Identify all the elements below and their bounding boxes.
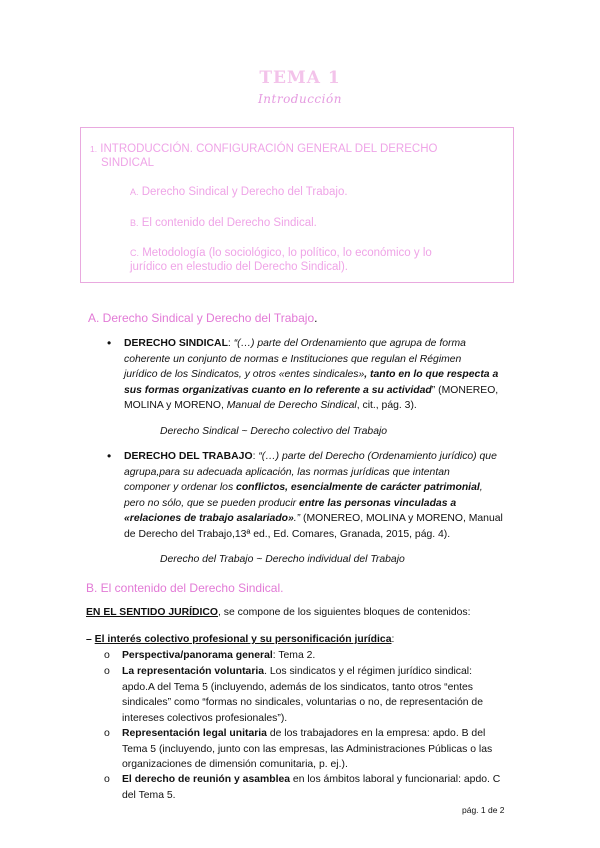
toc-item-b-letter: B. — [130, 218, 139, 228]
quote-line: coherente un conjunto de normas e Instituciones que regulan el Régimen — [124, 353, 462, 365]
sub-bullet-icon: o — [104, 649, 110, 661]
colon: : — [227, 338, 234, 349]
citation-text: MOLINA y MORENO, — [124, 400, 227, 411]
equivalence-derecho-trabajo — [160, 552, 405, 568]
dash: – — [86, 634, 95, 645]
section-b-intro — [86, 605, 470, 621]
definition-derecho-sindical — [124, 336, 524, 414]
quote-line: , — [479, 482, 483, 493]
toc-item-1-number: 1. — [90, 144, 98, 154]
quote-line: componer y ordenar los — [124, 482, 237, 493]
quote-line-bold: «relaciones de trabajo asalariado» — [124, 513, 294, 524]
block-title-line — [86, 632, 394, 648]
definition-derecho-trabajo — [124, 449, 524, 542]
block-title: El interés colectivo profesional y su personificación jurídica — [94, 634, 392, 645]
quote-line: “(…) parte del Ordenamiento que agrupa de forma — [233, 338, 466, 349]
list-item — [122, 772, 522, 803]
page-subtitle: Introducción — [258, 92, 342, 106]
toc-item-b-text: El contenido del Derecho Sindical. — [141, 217, 317, 229]
quote-line: agrupa,para su adecuada aplicación, las normas jurídicas que intentan — [124, 466, 450, 478]
quote-line-bold: conflictos, esencialmente de carácter patrimonial — [236, 482, 480, 493]
page-title: TEMA 1 — [259, 68, 341, 88]
quote-line: “(…) parte del Derecho (Ordenamiento jurídico) que — [258, 451, 497, 462]
intro-rest: , se compone de los siguientes bloques de contenidos: — [218, 607, 471, 618]
bullet-icon: • — [107, 336, 112, 350]
quote-line: jurídico de los Sindicatos, y otros «entes sindicales» — [124, 369, 365, 380]
list-item-text: : Tema 2. — [272, 650, 316, 661]
toc-item-b — [130, 216, 490, 230]
list-item-text: de los trabajadores en la empresa: apdo. B del — [266, 728, 486, 739]
quote-line-bold: , tanto en lo que respecta a — [364, 369, 499, 380]
list-item-text: intereses colectivos profesionales”). — [122, 712, 288, 724]
list-item-text: en los ámbitos laboral y funcionarial: apdo. C — [290, 774, 501, 785]
citation-text: de Derecho del Trabajo,13ª ed., Ed. Comares, Granada, 2015, pág. 4). — [124, 528, 451, 540]
list-item-bold: Representación legal unitaria — [122, 728, 267, 739]
toc-item-c-text: (lo sociológico, lo político, lo económico y lo — [205, 247, 432, 259]
quote-line: .” — [293, 513, 301, 524]
toc-item-c-text-cont: jurídico en elestudio del Derecho Sindical). — [130, 261, 348, 273]
citation-text: ” (MONEREO, — [431, 384, 499, 396]
list-item-text: apdo.A del Tema 5 (incluyendo, además de los sindicatos, tanto otros “entes — [122, 681, 473, 693]
quote-line-bold: entre las personas vinculadas a — [299, 497, 457, 509]
list-item-bold: La representación voluntaria — [122, 666, 265, 677]
list-item-text: organizaciones de dimensión comunitaria, p. ej.). — [122, 759, 348, 770]
toc-item-1 — [90, 142, 490, 170]
toc-item-c-bold: Metodología — [142, 247, 206, 259]
sub-bullet-icon: o — [104, 727, 110, 739]
list-item-text: del Tema 5. — [122, 789, 176, 801]
toc-item-c — [130, 246, 490, 274]
equivalence-text: Derecho Sindical ~ Derecho colectivo del Trabajo — [160, 426, 388, 437]
term-derecho-sindical: DERECHO SINDICAL — [124, 338, 228, 349]
toc-item-1-text: INTRODUCCIÓN. CONFIGURACIÓN GENERAL DEL DERECHO — [100, 143, 438, 155]
bullet-icon: • — [107, 449, 112, 463]
intro-bold: EN EL SENTIDO JURÍDICO — [86, 607, 219, 618]
list-item — [122, 664, 522, 726]
toc-item-1-text-cont: SINDICAL — [101, 157, 155, 169]
toc-item-a-letter: A. — [130, 187, 139, 197]
toc-item-a-text: Derecho Sindical y Derecho del Trabajo. — [141, 186, 348, 198]
section-a-heading-text: A. Derecho Sindical y Derecho del Trabajo — [88, 311, 315, 325]
section-a-heading — [88, 311, 317, 325]
list-item-text: . Los sindicatos y el régimen jurídico sindical: — [264, 666, 472, 677]
list-item-text: Tema 5 (incluyendo, junto con las empresas, las Administraciones Públicas o las — [122, 743, 493, 755]
colon: : — [391, 634, 395, 645]
citation-text: , cit., pág. 3). — [356, 400, 417, 411]
sub-bullet-icon: o — [104, 665, 110, 677]
term-derecho-trabajo: DERECHO DEL TRABAJO — [124, 451, 253, 462]
equivalence-derecho-sindical — [160, 424, 387, 440]
page-number: pág. 1 de 2 — [462, 805, 505, 815]
list-item-bold: El derecho de reunión y asamblea — [122, 774, 291, 785]
list-item-bold: Perspectiva/panorama general — [122, 650, 273, 661]
citation-text: (MONEREO, MOLINA y MORENO, Manual — [300, 513, 503, 524]
list-item — [122, 648, 522, 664]
list-item — [122, 726, 522, 773]
equivalence-text: Derecho del Trabajo ~ Derecho individual del Trabajo — [160, 554, 405, 565]
sub-bullet-icon: o — [104, 773, 110, 785]
quote-line: pero no sólo, que se pueden producir — [124, 497, 300, 509]
toc-item-c-letter: C. — [130, 248, 139, 258]
quote-line-bold: sus formas organizativas cuanto en lo referente a su actividad — [124, 384, 432, 396]
section-a-heading-dot: . — [314, 311, 318, 325]
list-item-text: sindicales” como “formas no sindicales, voluntarias o no, de representación de — [122, 697, 483, 708]
toc-item-a — [130, 185, 490, 199]
section-b-heading: B. El contenido del Derecho Sindical. — [86, 581, 284, 595]
citation-book: Manual de Derecho Sindical — [226, 400, 357, 411]
colon: : — [252, 451, 259, 462]
